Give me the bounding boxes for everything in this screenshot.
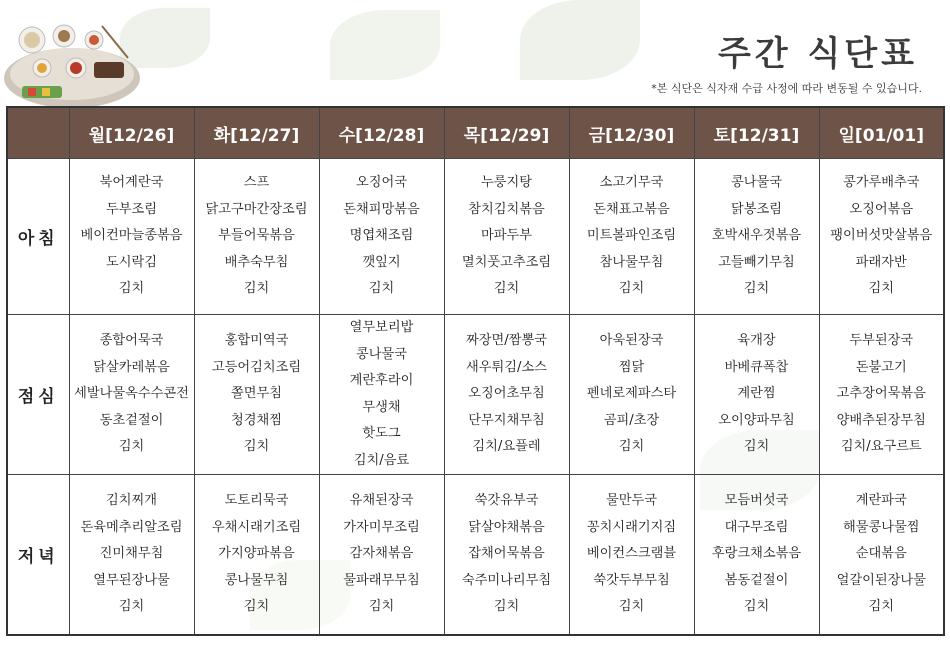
menu-item: 스프	[243, 175, 270, 191]
menu-item: 세발나물옥수수콘전	[74, 386, 189, 402]
menu-item: 파래자반	[855, 254, 907, 270]
menu-item: 감자채볶음	[349, 546, 414, 561]
menu-item: 김치	[243, 439, 270, 455]
menu-item: 김치	[368, 599, 395, 614]
menu-item: 김치	[243, 599, 270, 614]
weekly-menu-table	[6, 106, 945, 636]
menu-item: 두부조림	[106, 201, 157, 217]
menu-item: 북어계란국	[99, 175, 164, 191]
menu-item: 김치찌개	[106, 493, 157, 508]
menu-item: 닭고구마간장조림	[205, 201, 308, 217]
menu-item: 마파두부	[481, 228, 532, 244]
menu-item: 김치	[618, 599, 645, 614]
menu-item: 펜네로제파스타	[586, 386, 677, 402]
menu-cell	[194, 315, 319, 475]
menu-item: 김치	[618, 281, 645, 297]
menu-item: 물만두국	[606, 493, 657, 508]
menu-item: 새우튀김/소스	[466, 359, 547, 375]
menu-item: 우채시래기조림	[211, 519, 302, 535]
menu-item: 김치	[118, 599, 145, 614]
menu-item: 물파래무무침	[343, 572, 420, 588]
day-header: 월[12/26]	[69, 107, 194, 159]
menu-item: 참나물무침	[599, 254, 664, 270]
menu-cell	[319, 315, 444, 475]
menu-item: 팽이버섯맛살볶음	[830, 228, 933, 244]
menu-item: 돈육메추리알조림	[80, 519, 183, 535]
menu-item: 청경채찜	[231, 412, 282, 428]
menu-item: 김치	[868, 281, 894, 297]
meal-label: 아침	[7, 159, 69, 315]
menu-item: 김치	[743, 599, 770, 614]
menu-item: 김치/요구르트	[840, 439, 922, 455]
meal-row	[7, 159, 944, 315]
menu-cell	[694, 475, 819, 635]
menu-cell	[819, 315, 944, 475]
meal-label: 점심	[7, 315, 69, 475]
menu-cell	[194, 159, 319, 315]
menu-item: 계란후라이	[349, 373, 414, 388]
menu-cell	[194, 475, 319, 635]
menu-item: 아욱된장국	[599, 333, 664, 349]
menu-item: 짜장면/짬뽕국	[466, 333, 547, 349]
menu-item: 쑥갓두부무침	[593, 572, 670, 588]
menu-item: 찜닭	[618, 359, 645, 375]
menu-item: 홍합미역국	[224, 333, 289, 349]
menu-item: 닭살카레볶음	[93, 359, 170, 375]
menu-item: 배추숙무침	[224, 254, 289, 270]
menu-item: 후랑크채소볶음	[711, 546, 802, 561]
menu-item: 종합어묵국	[99, 333, 164, 349]
menu-item: 잡채어묵볶음	[468, 546, 545, 561]
menu-item: 콩나물국	[356, 346, 407, 362]
menu-item: 진미채무침	[99, 546, 164, 561]
background-leaf	[330, 10, 440, 80]
menu-item: 두부된장국	[849, 333, 914, 349]
menu-item: 깻잎지	[362, 254, 401, 270]
menu-item: 김치	[743, 281, 770, 297]
menu-item: 도시락김	[106, 254, 157, 270]
menu-item: 돈채피망볶음	[343, 201, 420, 217]
menu-item: 육개장	[737, 333, 776, 349]
menu-item: 대구무조림	[724, 519, 789, 535]
menu-item: 꽁치시래기지짐	[586, 519, 677, 535]
menu-item: 돈불고기	[855, 359, 907, 375]
menu-item: 콩나물국	[731, 175, 782, 191]
menu-cell	[319, 159, 444, 315]
menu-cell	[569, 475, 694, 635]
menu-item: 소고기무국	[599, 175, 664, 191]
menu-item: 봄동겉절이	[724, 572, 789, 588]
menu-item: 고추장어묵볶음	[836, 386, 926, 402]
menu-cell	[69, 475, 194, 635]
menu-item: 김치	[368, 281, 395, 297]
menu-item: 쫄면무침	[231, 386, 282, 402]
menu-cell	[69, 159, 194, 315]
day-header: 금[12/30]	[569, 107, 694, 159]
menu-item: 얼갈이된장나물	[836, 572, 926, 588]
menu-item: 김치	[743, 439, 770, 455]
menu-item: 핫도그	[362, 426, 401, 441]
food-plate-illustration	[2, 18, 140, 108]
menu-item: 오이양파무침	[718, 412, 795, 428]
menu-item: 김치	[118, 439, 145, 455]
menu-item: 순대볶음	[855, 546, 907, 561]
menu-item: 멸치풋고추조림	[461, 254, 552, 270]
background-leaf	[520, 0, 640, 80]
menu-item: 누룽지탕	[481, 175, 532, 191]
day-header-row	[7, 107, 944, 159]
meal-row	[7, 475, 944, 635]
menu-cell	[569, 159, 694, 315]
menu-item: 쑥갓유부국	[474, 493, 539, 508]
menu-item: 김치	[243, 281, 270, 297]
menu-cell	[444, 315, 569, 475]
menu-item: 열무된장나물	[93, 572, 170, 588]
menu-item: 무생채	[362, 399, 401, 415]
menu-item: 계란파국	[855, 493, 907, 508]
menu-item: 가지양파볶음	[218, 546, 295, 561]
menu-item: 김치/요플레	[472, 439, 541, 455]
day-header: 토[12/31]	[694, 107, 819, 159]
menu-cell	[69, 315, 194, 475]
corner-cell	[7, 107, 69, 159]
menu-item: 베이컨마늘종볶음	[80, 228, 183, 244]
menu-item: 김치/음료	[353, 452, 410, 468]
menu-item: 베이컨스크램블	[586, 546, 677, 561]
notice-text: *본 식단은 식자재 수급 사정에 따라 변동될 수 있습니다.	[651, 82, 922, 95]
menu-item: 고들빼기무침	[718, 254, 795, 270]
day-header: 목[12/29]	[444, 107, 569, 159]
menu-item: 가자미무조림	[343, 519, 420, 535]
menu-item: 오징어국	[356, 175, 407, 191]
menu-item: 김치	[618, 439, 645, 455]
menu-item: 오징어볶음	[849, 201, 914, 217]
menu-cell	[694, 315, 819, 475]
menu-item: 콩나물무침	[224, 572, 289, 588]
menu-item: 명엽채조림	[349, 228, 414, 244]
menu-item: 오징어초무침	[468, 386, 545, 402]
menu-item: 바베큐폭찹	[724, 359, 789, 375]
menu-cell	[444, 159, 569, 315]
menu-item: 김치	[493, 281, 520, 297]
menu-item: 곰피/초장	[603, 412, 660, 428]
menu-item: 부들어묵볶음	[218, 228, 295, 244]
menu-item: 유채된장국	[349, 493, 414, 508]
menu-item: 닭봉조림	[731, 201, 782, 217]
menu-item: 닭살야채볶음	[468, 519, 545, 535]
menu-item: 해물콩나물찜	[843, 519, 920, 535]
menu-item: 열무보리밥	[349, 320, 414, 335]
menu-item: 콩가루배추국	[843, 175, 920, 191]
menu-item: 호박새우젓볶음	[711, 228, 802, 244]
menu-cell	[694, 159, 819, 315]
menu-cell	[569, 315, 694, 475]
menu-item: 김치	[493, 599, 520, 614]
day-header: 화[12/27]	[194, 107, 319, 159]
day-header: 일[01/01]	[819, 107, 944, 159]
menu-item: 숙주미나리무침	[461, 572, 552, 588]
menu-item: 김치	[868, 599, 894, 614]
menu-item: 김치	[118, 281, 145, 297]
menu-item: 미트볼파인조림	[586, 228, 677, 244]
menu-item: 고등어김치조림	[211, 359, 302, 375]
menu-cell	[319, 475, 444, 635]
page-title: 주간 식단표	[717, 34, 918, 74]
meal-label: 저녁	[7, 475, 69, 635]
meal-row	[7, 315, 944, 475]
menu-item: 모듬버섯국	[724, 493, 789, 508]
menu-cell	[444, 475, 569, 635]
menu-item: 도토리묵국	[224, 493, 289, 508]
menu-item: 양배추된장무침	[836, 412, 926, 428]
menu-item: 계란찜	[737, 386, 776, 402]
day-header: 수[12/28]	[319, 107, 444, 159]
menu-item: 돈채표고볶음	[593, 201, 670, 217]
menu-cell	[819, 159, 944, 315]
menu-item: 참치김치볶음	[468, 201, 545, 217]
menu-item: 동초겉절이	[99, 412, 164, 428]
menu-cell	[819, 475, 944, 635]
menu-item: 단무지채무침	[468, 412, 545, 428]
